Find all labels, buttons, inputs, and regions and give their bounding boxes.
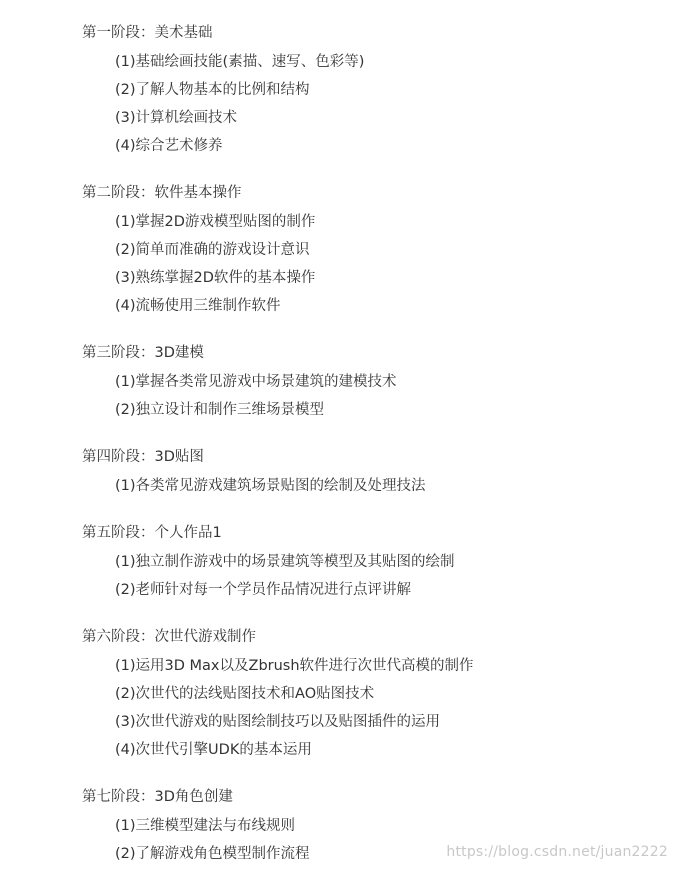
stage-item: (2)简单而准确的游戏设计意识: [115, 242, 310, 258]
stage-item-list: [82, 368, 662, 424]
stage-2: [82, 180, 662, 320]
stage-item-list: [82, 548, 662, 604]
stage-title: 第二阶段：软件基本操作: [82, 185, 242, 201]
stage-title: 第四阶段：3D贴图: [82, 449, 204, 465]
stage-5: [82, 520, 662, 604]
stage-item: (1)三维模型建法与布线规则: [115, 818, 296, 834]
stage-title: 第一阶段：美术基础: [82, 25, 213, 41]
stage-1: [82, 20, 662, 160]
stage-3: [82, 340, 662, 424]
stage-item: (2)了解游戏角色模型制作流程: [115, 846, 310, 862]
stage-item: (2)次世代的法线贴图技术和AO贴图技术: [115, 686, 375, 702]
stage-item: (2)独立设计和制作三维场景模型: [115, 402, 325, 418]
stage-title: 第七阶段：3D角色创建: [82, 789, 233, 805]
stage-item: (3)计算机绘画技术: [115, 110, 238, 126]
stage-item: (3)次世代游戏的贴图绘制技巧以及贴图插件的运用: [115, 714, 441, 730]
stage-item: (4)综合艺术修养: [115, 138, 223, 154]
stage-item: (1)掌握各类常见游戏中场景建筑的建模技术: [115, 374, 397, 390]
document-body: [82, 20, 662, 888]
stage-item: (1)各类常见游戏建筑场景贴图的绘制及处理技法: [115, 478, 426, 494]
stage-item: (4)次世代引擎UDK的基本运用: [115, 742, 312, 758]
stage-item: (1)运用3D Max以及Zbrush软件进行次世代高模的制作: [115, 658, 474, 674]
stage-6: [82, 624, 662, 764]
stage-item: (1)掌握2D游戏模型贴图的制作: [115, 214, 316, 230]
stage-title: 第六阶段：次世代游戏制作: [82, 629, 256, 645]
stage-item-list: [82, 472, 662, 500]
stage-item-list: [82, 652, 662, 764]
watermark: https://blog.csdn.net/juan2222: [446, 844, 668, 860]
stage-item: (2)了解人物基本的比例和结构: [115, 82, 310, 98]
stage-item: (1)基础绘画技能(素描、速写、色彩等): [115, 54, 365, 70]
stage-item: (1)独立制作游戏中的场景建筑等模型及其贴图的绘制: [115, 554, 455, 570]
stage-item-list: [82, 208, 662, 320]
stage-item: (2)老师针对每一个学员作品情况进行点评讲解: [115, 582, 412, 598]
stage-4: [82, 444, 662, 500]
stage-title: 第三阶段：3D建模: [82, 345, 204, 361]
stage-item: (3)熟练掌握2D软件的基本操作: [115, 270, 316, 286]
stage-item: (4)流畅使用三维制作软件: [115, 298, 281, 314]
stage-item-list: [82, 48, 662, 160]
stage-title: 第五阶段：个人作品1: [82, 525, 222, 541]
